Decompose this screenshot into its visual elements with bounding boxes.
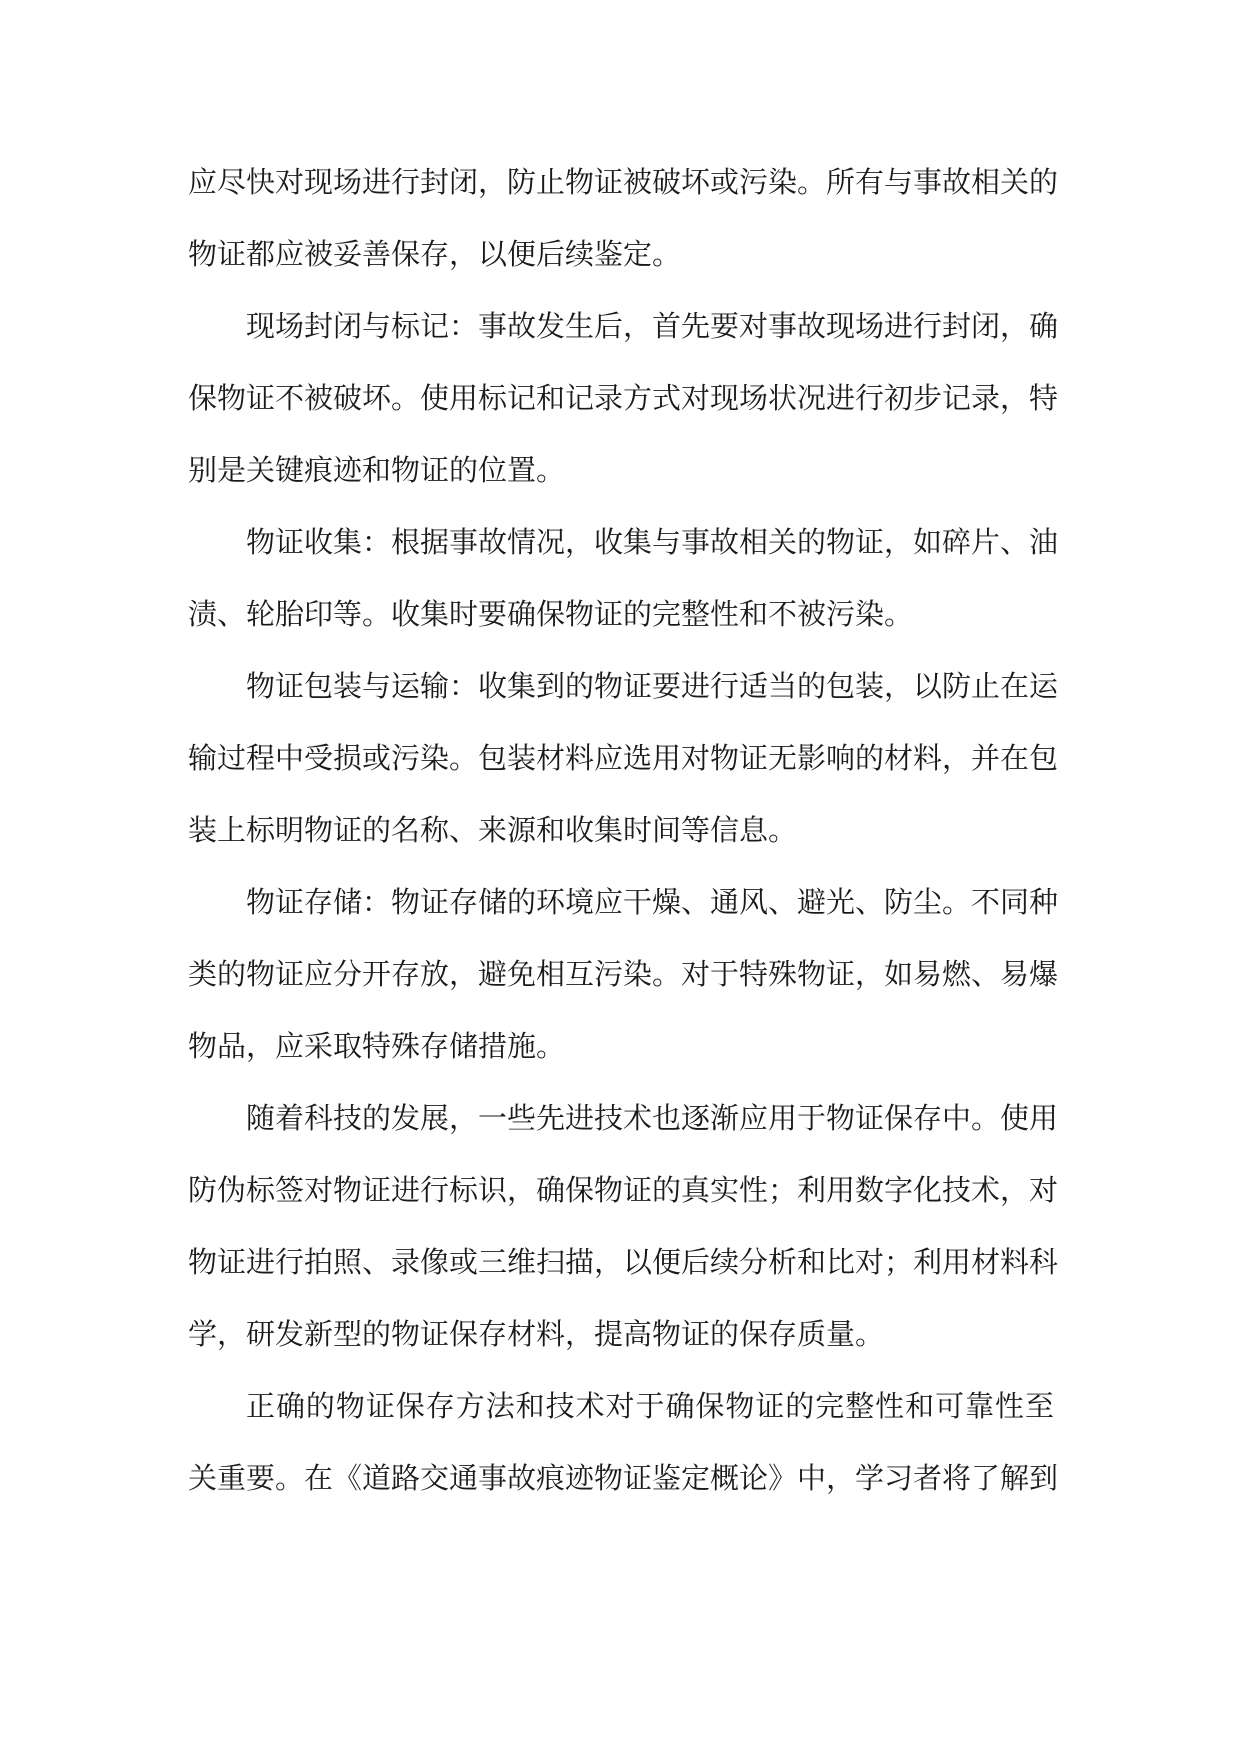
paragraph-line: 物证存储：物证存储的环境应干燥、通风、避光、防尘。不同种 [246, 885, 1059, 919]
paragraph-line: 输过程中受损或污染。包装材料应选用对物证无影响的材料，并在包 [188, 741, 1059, 775]
paragraph-line: 学，研发新型的物证保存材料，提高物证的保存质量。 [188, 1317, 885, 1351]
paragraph-line: 物品，应采取特殊存储措施。 [188, 1029, 566, 1063]
paragraph-line: 现场封闭与标记：事故发生后，首先要对事故现场进行封闭，确 [246, 309, 1059, 343]
paragraph-line: 防伪标签对物证进行标识，确保物证的真实性；利用数字化技术，对 [188, 1173, 1059, 1207]
paragraph-line: 应尽快对现场进行封闭，防止物证被破坏或污染。所有与事故相关的 [188, 165, 1059, 199]
paragraph-line: 渍、轮胎印等。收集时要确保物证的完整性和不被污染。 [188, 597, 914, 631]
paragraph-line: 保物证不被破坏。使用标记和记录方式对现场状况进行初步记录，特 [188, 381, 1059, 415]
paragraph-line: 别是关键痕迹和物证的位置。 [188, 453, 566, 487]
paragraph-line: 物证包装与运输：收集到的物证要进行适当的包装，以防止在运 [246, 669, 1059, 703]
paragraph-line: 物证进行拍照、录像或三维扫描，以便后续分析和比对；利用材料科 [188, 1245, 1059, 1279]
paragraph-line: 关重要。在《道路交通事故痕迹物证鉴定概论》中，学习者将了解到 [188, 1461, 1059, 1495]
paragraph-line: 随着科技的发展，一些先进技术也逐渐应用于物证保存中。使用 [246, 1101, 1059, 1135]
body-text [188, 146, 1059, 1514]
paragraph-line: 类的物证应分开存放，避免相互污染。对于特殊物证，如易燃、易爆 [188, 957, 1059, 991]
paragraph-line: 物证都应被妥善保存，以便后续鉴定。 [188, 237, 682, 271]
paragraph-line: 物证收集：根据事故情况，收集与事故相关的物证，如碎片、油 [246, 525, 1059, 559]
paragraph-line: 正确的物证保存方法和技术对于确保物证的完整性和可靠性至 [246, 1389, 1054, 1423]
paragraph-line: 装上标明物证的名称、来源和收集时间等信息。 [188, 813, 798, 847]
